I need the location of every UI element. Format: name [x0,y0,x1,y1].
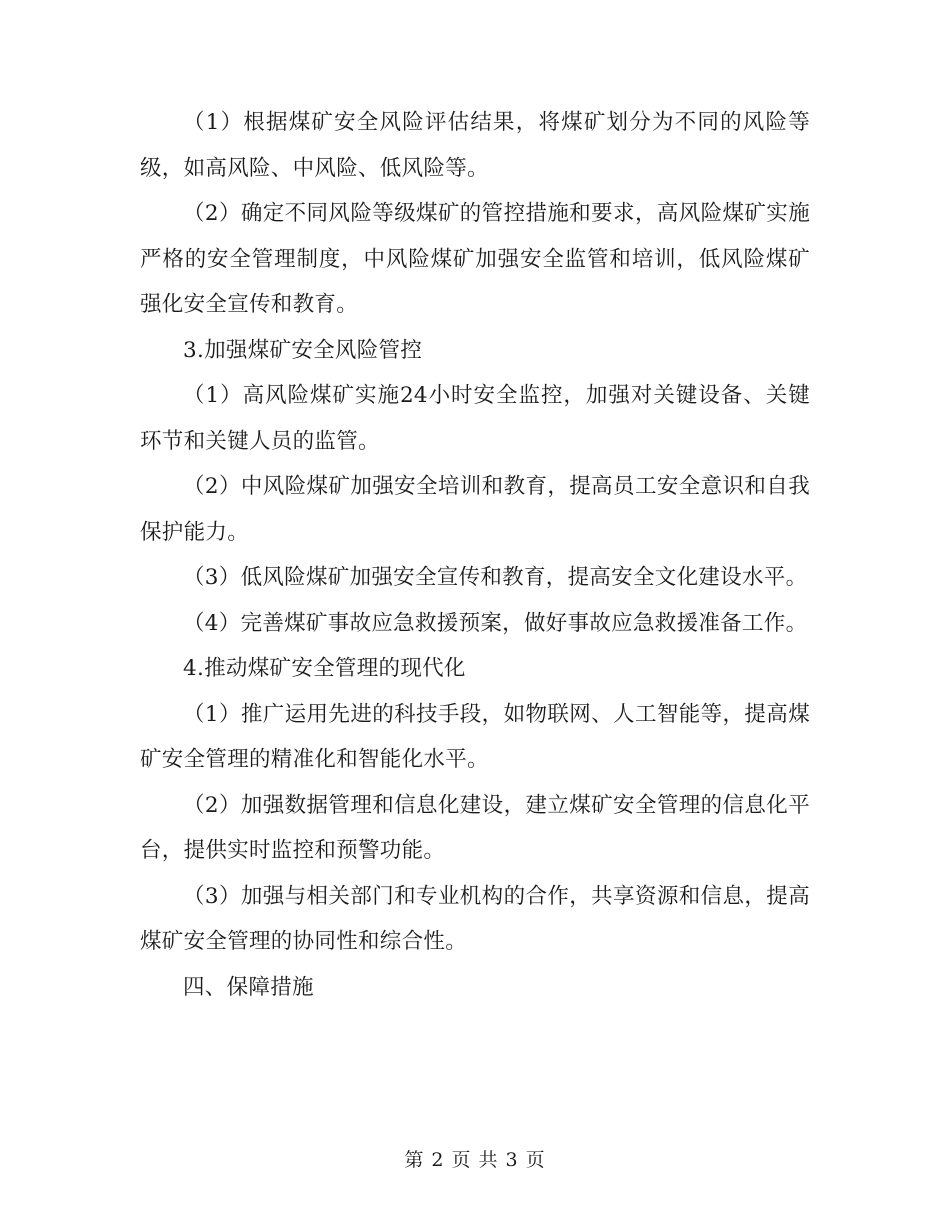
paragraph-high-risk: （1）高风险煤矿实施24小时安全监控，加强对关键设备、关键环节和关键人员的监管。 [140,383,810,454]
document-body [140,100,810,1010]
section-heading-modernization: 4.推动煤矿安全管理的现代化 [183,656,466,681]
paragraph-informatization: （2）加强数据管理和信息化建设，建立煤矿安全管理的信息化平台，提供实时监控和预警功能。 [140,792,810,863]
paragraph-emergency-plan: （4）完善煤矿事故应急救援预案，做好事故应急救援准备工作。 [183,610,808,636]
page-footer: 第 2 页 共 3 页 [404,1149,546,1171]
paragraph-technology: （1）推广运用先进的科技手段，如物联网、人工智能等，提高煤矿安全管理的精准化和智能化水平。 [140,701,810,772]
section-heading-safeguards: 四、保障措施 [183,974,314,1000]
paragraph-risk-grading: （1）根据煤矿安全风险评估结果，将煤矿划分为不同的风险等级，如高风险、中风险、低风险等。 [140,110,810,181]
paragraph-control-measures: （2）确定不同风险等级煤矿的管控措施和要求，高风险煤矿实施严格的安全管理制度，中风险煤矿加强安全监管和培训，低风险煤矿强化安全宣传和教育。 [140,201,810,317]
paragraph-cooperation: （3）加强与相关部门和专业机构的合作，共享资源和信息，提高煤矿安全管理的协同性和综合性。 [140,883,810,954]
paragraph-medium-risk: （2）中风险煤矿加强安全培训和教育，提高员工安全意识和自我保护能力。 [140,474,810,545]
paragraph-low-risk: （3）低风险煤矿加强安全宣传和教育，提高安全文化建设水平。 [183,565,808,590]
section-heading-risk-control: 3.加强煤矿安全风险管控 [183,337,423,363]
